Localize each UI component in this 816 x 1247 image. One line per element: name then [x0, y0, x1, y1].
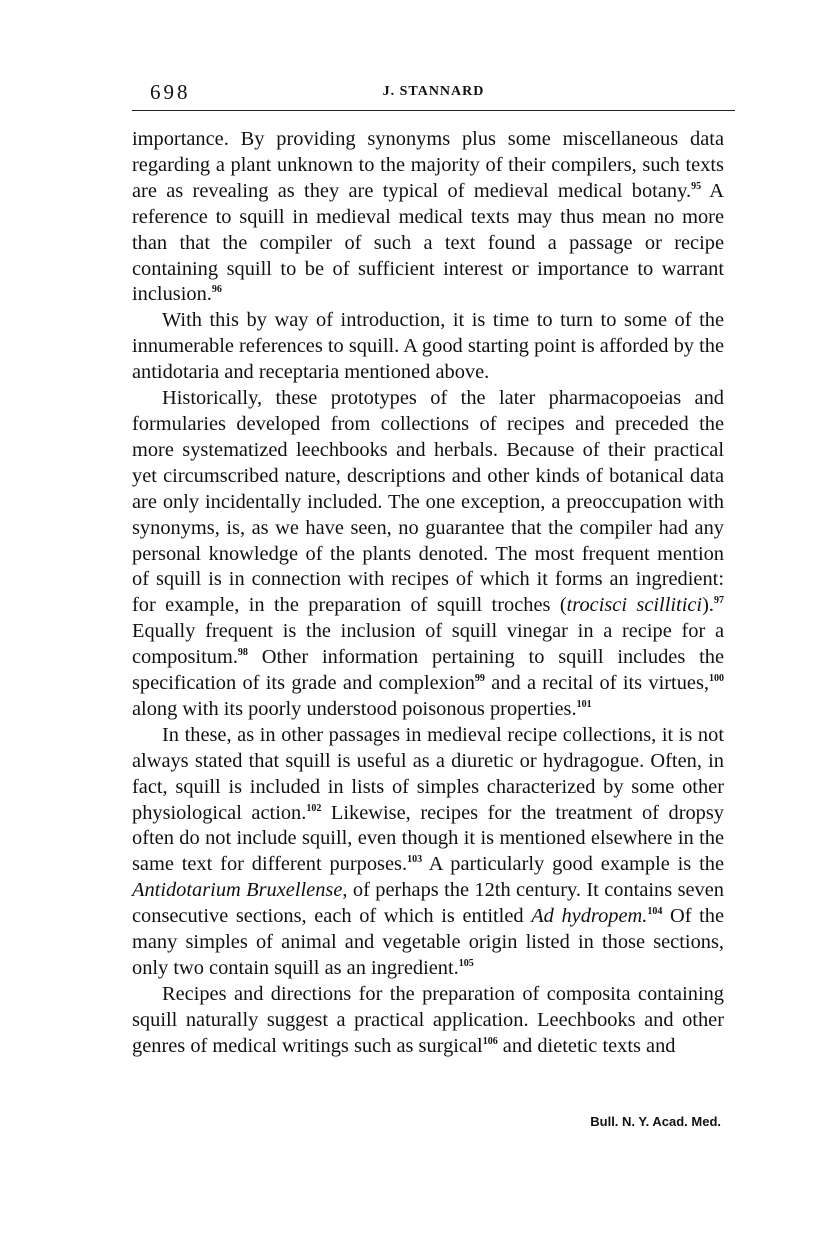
- italic-text: Ad hydropem.: [531, 905, 648, 928]
- footnote-ref: 99: [474, 673, 485, 685]
- paragraph-p5: [132, 982, 724, 1060]
- text-run: Historically, these prototypes of the later pharmacopoeias and formularies developed from collections of recipes and preceded the more systematized leechbooks and herbals. Because of their practical yet circumscribed nature, descriptions and other kinds of botanical data are only incidentally included. The one exception, a preoccupation with synonyms, is, as we have seen, no guarantee that the compiler had any personal knowledge of the plants denoted. The most frequent mention of squill is in connection with recipes of which it forms an ingredient: for example, in the preparation of squill troches (: [132, 387, 724, 617]
- text-run: Likewise, recipes for the treatment of dropsy often do not include squill, even though it is mentioned elsewhere in the same text for different purposes.: [132, 801, 725, 876]
- paragraph-p4: [132, 723, 724, 982]
- text-run: Of the many simples of animal and vegetable origin listed in those sections, only two contain squill as an ingredient.: [132, 905, 725, 979]
- text-run: Equally frequent is the inclusion of squill vinegar in a recipe for a compositum.: [132, 620, 724, 669]
- italic-text: trocisci scillitici: [566, 594, 703, 617]
- text-run: A particularly good example is the: [422, 853, 724, 876]
- italic-text: Antidotarium Bruxellense: [132, 879, 343, 902]
- text-run: importance. By providing synonyms plus some miscellaneous data regarding a plant unknown to the majority of their compilers, such texts are as revealing as they are typical of medieval medical botany.: [132, 128, 724, 202]
- footnote-ref: 95: [691, 180, 702, 192]
- text-run: With this by way of introduction, it is time to turn to some of the innumerable references to squill. A good starting point is afforded by the antidotaria and receptaria mentioned above.: [132, 309, 724, 384]
- footnote-ref: 105: [458, 958, 474, 969]
- footnote-ref: 102: [306, 802, 322, 814]
- body-text: [132, 127, 724, 1060]
- text-run: Recipes and directions for the preparation of composita containing squill naturally suggest a practical application. Leechbooks and other genres of medical writings such as surgical: [132, 982, 724, 1057]
- footnote-ref: 103: [407, 854, 423, 866]
- running-head: J. STANNARD: [382, 84, 485, 99]
- paragraph-p1: [132, 127, 724, 308]
- page-header: [132, 80, 735, 106]
- footnote-ref: 96: [211, 284, 222, 296]
- text-run: A reference to squill in medieval medical texts may thus mean no more than that the compiler of such a text found a passage or recipe containing squill to be of sufficient interest or importance to warrant inclusion.: [132, 179, 724, 306]
- page-number: 698: [150, 80, 191, 104]
- footnote-ref: 106: [482, 1035, 498, 1047]
- footnote-ref: 97: [713, 595, 724, 607]
- footnote-ref: 104: [647, 906, 663, 918]
- paragraph-p2: [132, 308, 724, 386]
- footnote-ref: 101: [576, 698, 592, 710]
- text-run: and a recital of its virtues,: [484, 672, 709, 695]
- text-run: , of perhaps the 12th century. It contains seven consecutive sections, each of which is entitled: [132, 879, 724, 928]
- footnote-ref: 100: [709, 673, 724, 685]
- text-run: along with its poorly understood poisonous properties.: [132, 697, 577, 720]
- paragraph-p3: [132, 386, 724, 723]
- journal-footer: Bull. N. Y. Acad. Med.: [590, 1114, 721, 1129]
- text-run: In these, as in other passages in medieval recipe collections, it is not always stated that squill is useful as a diuretic or hydragogue. Often, in fact, squill is included in lists of simples characterized by some other physiological action.: [132, 723, 724, 824]
- header-rule: [132, 110, 735, 111]
- text-run: and dietetic texts and: [497, 1034, 676, 1057]
- text-run: Other information pertaining to squill includes the specification of its grade and complexion: [132, 646, 724, 695]
- text-run: ).: [702, 594, 714, 617]
- footnote-ref: 98: [237, 647, 248, 659]
